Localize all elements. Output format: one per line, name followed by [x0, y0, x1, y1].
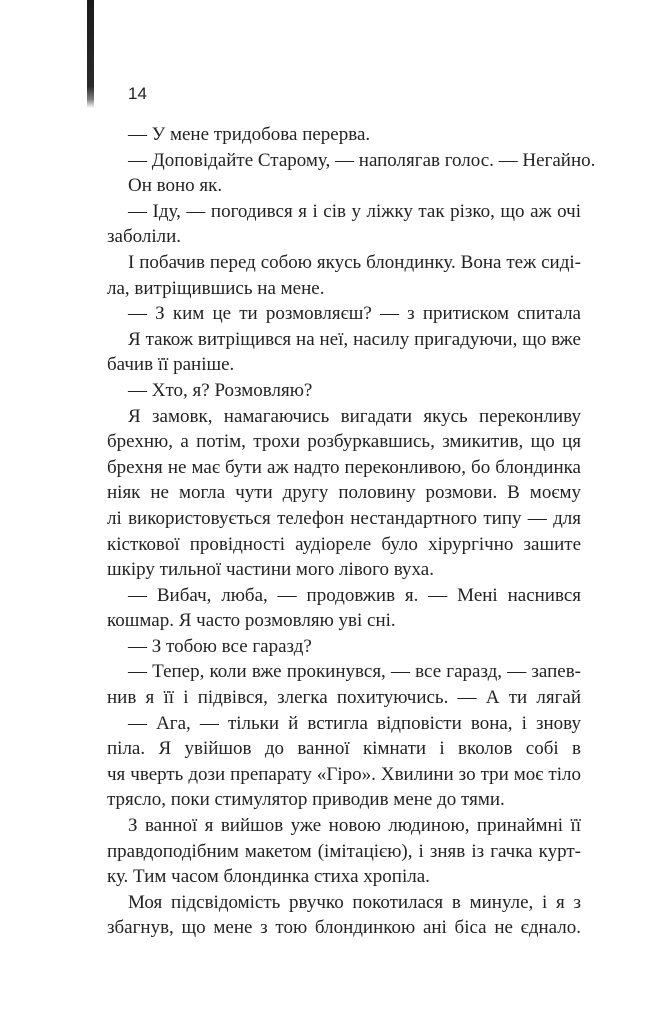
text-line: збагнув, що мене з тою блондинкою ані біса не єднало. [107, 917, 581, 939]
body-text [107, 122, 596, 941]
text-line: трясло, поки стимулятор приводив мене до тями. [107, 789, 505, 811]
text-line: З ванної я вийшов уже новою людиною, принаймні її [128, 815, 581, 837]
text-line: Моя підсвідомість рвучко покотилася в минуле, і я з [128, 891, 581, 913]
text-line: — Іду, — погодився я і сів у ліжку так різко, що аж очі [128, 200, 581, 222]
text-line: — З ким це ти розмовляєш? — з притиском спитала [128, 303, 581, 325]
text-line: Я також витріщився на неї, насилу пригадуючи, що вже [128, 328, 581, 350]
text-line: правдоподібним макетом (імітацією), і зняв із гачка курт- [107, 840, 581, 862]
text-line: піла. Я увійшов до ванної кімнати і вколов собі в [107, 738, 581, 760]
text-line: І побачив перед собою якусь блондинку. Вона теж сиді- [128, 251, 581, 273]
text-line: Я замовк, намагаючись вигадати якусь переконливу [128, 405, 581, 427]
text-line: чя чверть дози препарату «Гіро». Хвилини зо три моє тіло [107, 763, 581, 785]
text-line: бачив її раніше. [107, 354, 235, 376]
text-line: — Доповідайте Старому, — наполягав голос. — Негайно. [128, 149, 596, 171]
text-line: ла, витріщившись на мене. [107, 277, 325, 299]
text-line: ніяк не могла чути другу половину розмови. В моєму [107, 482, 581, 504]
text-line: — У мене тридобова перерва. [128, 124, 371, 145]
text-line: — Тепер, коли вже прокинувся, — все гаразд, — запев- [128, 661, 581, 683]
text-line: — Ага, — тільки й встигла відповісти вона, і знову [128, 712, 581, 734]
text-line: нив я її і підвівся, злегка похитуючись. — А ти лягай [107, 687, 581, 709]
text-line: — Хто, я? Розмовляю? [128, 379, 313, 401]
text-line: кошмар. Я часто розмовляю уві сні. [107, 610, 396, 632]
text-line: — Вибач, люба, — продовжив я. — Мені наснився [128, 584, 581, 606]
page-edge-mark [87, 0, 94, 108]
text-line: лі використовується телефон нестандартного типу — для [107, 507, 581, 529]
text-line: шкіру тильної частини мого лівого вуха. [107, 559, 434, 581]
text-line: — З тобою все гаразд? [128, 635, 312, 657]
text-line: брехню, а потім, трохи розбуркавшись, змикитив, що ця [107, 431, 581, 453]
text-line: кісткової провідності аудіореле було хірургічно зашите [107, 533, 581, 555]
text-line: заболіли. [107, 226, 182, 248]
text-line: брехня не має бути аж надто переконливою, бо блондинка [107, 456, 581, 478]
text-line: Он воно як. [128, 175, 223, 197]
page-number: 14 [128, 84, 147, 103]
text-line: ку. Тим часом блондинка стиха хропіла. [107, 866, 430, 888]
